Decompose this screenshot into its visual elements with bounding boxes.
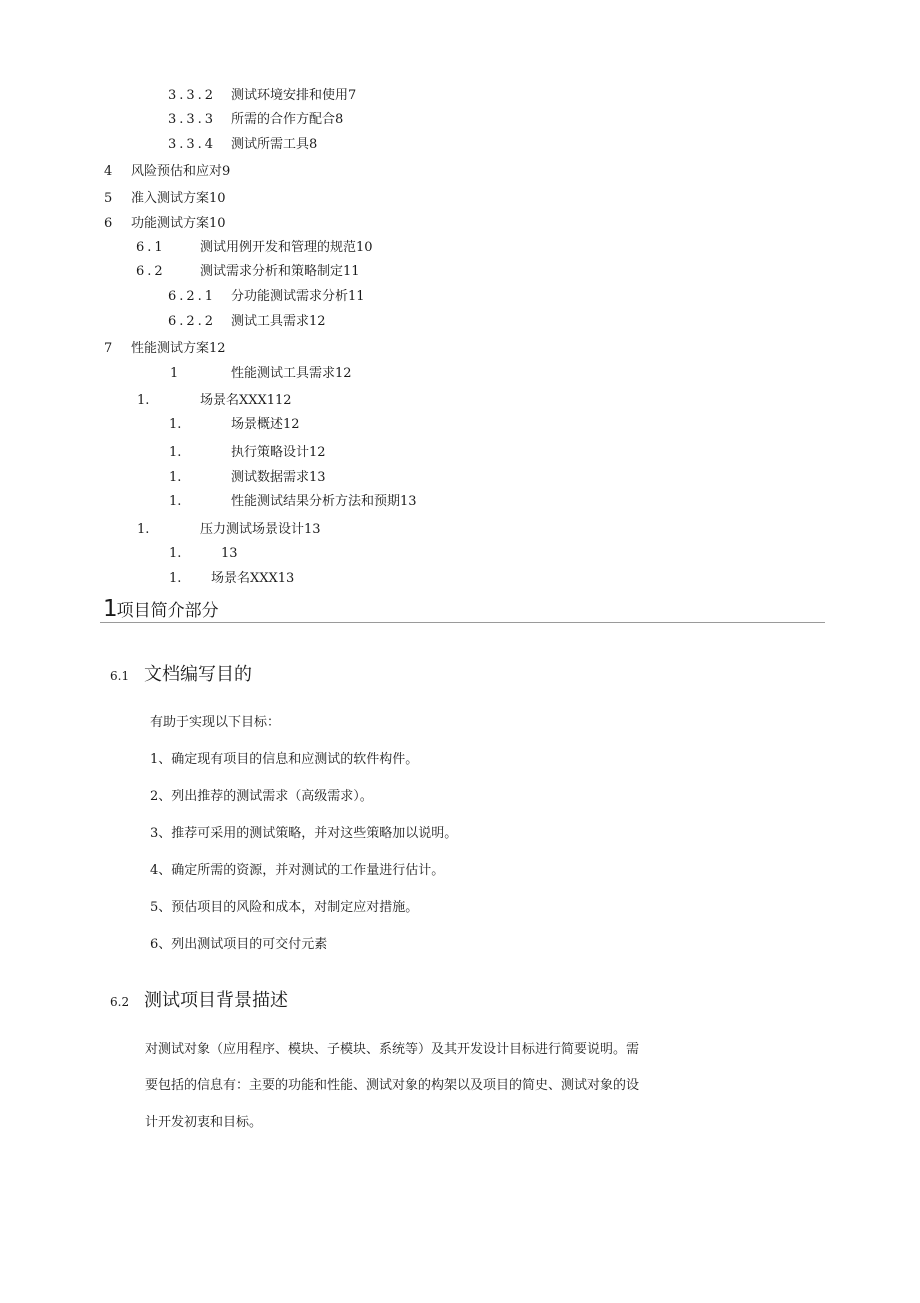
toc-entry-title: 测试用例开发和管理的规范10: [200, 240, 373, 255]
section-heading-background: [110, 989, 288, 1014]
purpose-list-item: 2、列出推荐的测试需求（高级需求）。: [150, 789, 373, 804]
purpose-list-item: 3、推荐可采用的测试策略，并对这些策略加以说明。: [150, 826, 458, 841]
toc-entry-title: 场景名XXX13: [211, 571, 295, 586]
toc-entry-number: 1.: [137, 393, 150, 408]
toc-entry-number: 3.3.4: [168, 137, 217, 152]
toc-entry-number: 3.3.3: [168, 112, 217, 127]
toc-entry-title: 执行策略设计12: [231, 445, 326, 460]
toc-entry-number: 1.: [169, 571, 182, 586]
toc-entry-title: 13: [221, 546, 238, 561]
toc-entry-number: 5: [104, 191, 113, 206]
toc-entry-title: 测试环境安排和使用7: [231, 88, 357, 103]
purpose-list-item: 4、确定所需的资源，并对测试的工作量进行估计。: [150, 863, 445, 878]
toc-entry-number: 6.2: [136, 264, 166, 279]
toc-entry-title: 风险预估和应对9: [131, 164, 231, 179]
section-number: 6.1: [110, 669, 130, 683]
purpose-list-item: 1、确定现有项目的信息和应测试的软件构件。: [150, 752, 419, 767]
toc-entry-title: 测试数据需求13: [231, 470, 326, 485]
toc-entry-title: 分功能测试需求分析11: [231, 289, 365, 304]
toc-entry-number: 1.: [169, 546, 182, 561]
purpose-list-item: 6、列出测试项目的可交付元素: [150, 937, 328, 952]
background-paragraph-line: 要包括的信息有：主要的功能和性能、测试对象的构架以及项目的简史、测试对象的设: [145, 1078, 640, 1093]
purpose-list-item: 5、预估项目的风险和成本，对制定应对措施。: [150, 900, 419, 915]
toc-entry-title: 测试工具需求12: [231, 314, 326, 329]
section-heading-1: [103, 597, 219, 623]
background-paragraph-line: 对测试对象（应用程序、模块、子模块、系统等）及其开发设计目标进行简要说明。需: [145, 1042, 640, 1057]
toc-entry-title: 测试所需工具8: [231, 137, 318, 152]
toc-entry-number: 1.: [169, 494, 182, 509]
background-paragraph-line: 计开发初衷和目标。: [145, 1115, 263, 1130]
toc-entry-number: 1.: [169, 417, 182, 432]
toc-entry-title: 压力测试场景设计13: [200, 522, 321, 537]
toc-entry-number: 1: [170, 366, 179, 381]
toc-entry-title: 性能测试结果分析方法和预期13: [231, 494, 417, 509]
section-title: 文档编写目的: [144, 664, 252, 685]
section-heading-purpose: [110, 663, 252, 688]
heading-divider: [100, 622, 825, 623]
toc-entry-number: 6: [104, 216, 113, 231]
purpose-intro: 有助于实现以下目标：: [150, 715, 281, 730]
toc-entry-title: 场景名XXX112: [200, 393, 292, 408]
toc-entry-number: 1.: [169, 445, 182, 460]
toc-entry-number: 4: [104, 164, 113, 179]
toc-entry-number: 1.: [137, 522, 150, 537]
toc-entry-number: 6.1: [136, 240, 166, 255]
toc-entry-number: 6.2.1: [168, 289, 217, 304]
toc-entry-title: 测试需求分析和策略制定11: [200, 264, 360, 279]
toc-entry-number: 7: [104, 341, 113, 356]
section-heading-number: 1: [103, 596, 117, 622]
toc-entry-title: 所需的合作方配合8: [231, 112, 344, 127]
toc-entry-title: 准入测试方案10: [131, 191, 226, 206]
toc-entry-title: 性能测试工具需求12: [231, 366, 352, 381]
section-title: 测试项目背景描述: [144, 990, 288, 1011]
toc-entry-number: 1.: [169, 470, 182, 485]
section-heading-title: 项目简介部分: [116, 601, 219, 621]
toc-entry-title: 功能测试方案10: [131, 216, 226, 231]
toc-entry-number: 3.3.2: [168, 88, 217, 103]
toc-entry-title: 场景概述12: [231, 417, 300, 432]
section-number: 6.2: [110, 995, 130, 1009]
toc-entry-title: 性能测试方案12: [131, 341, 226, 356]
toc-entry-number: 6.2.2: [168, 314, 217, 329]
